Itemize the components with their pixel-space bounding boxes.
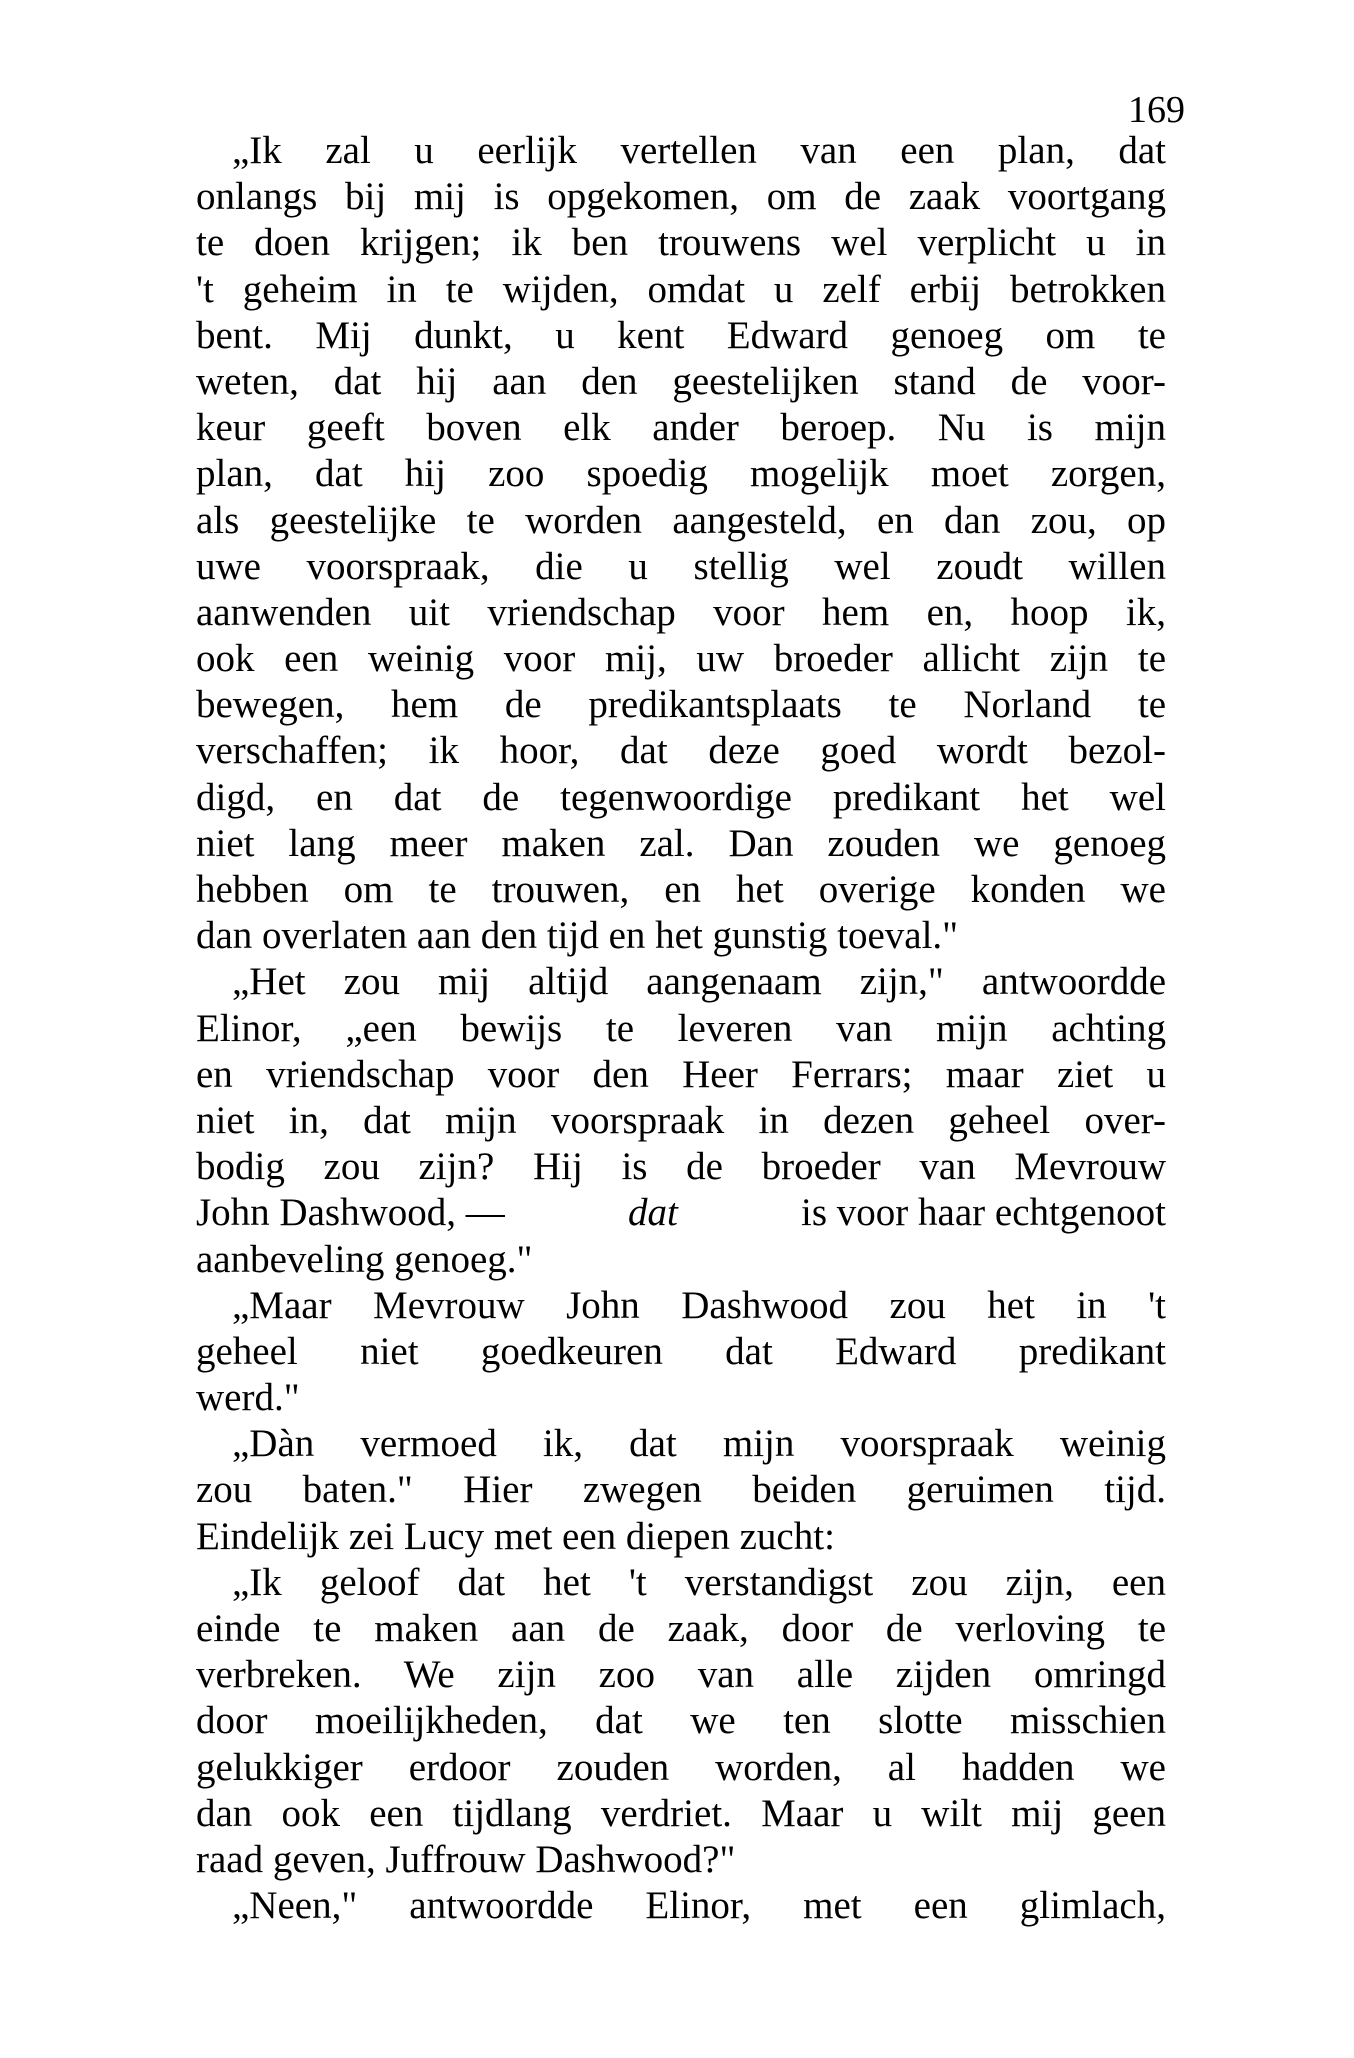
text-line: raad geven, Juffrouw Dashwood?" (196, 1837, 736, 1881)
page-number: 169 (1128, 89, 1185, 131)
text-line: te doen krijgen; ik ben trouwens wel verplicht u in (196, 221, 1166, 265)
text-line: Elinor, „een bewijs te leveren van mijn achting (196, 1006, 1166, 1050)
text-line: zou baten." Hier zwegen beiden geruimen tijd. (196, 1468, 1166, 1512)
text-line: weten, dat hij aan den geestelijken stand de voor- (196, 359, 1166, 403)
text-line: „Ik zal u eerlijk vertellen van een plan, dat (232, 129, 1166, 172)
text-line: aanwenden uit vriendschap voor hem en, hoop ik, (196, 590, 1166, 634)
text-line: dan overlaten aan den tijd en het gunstig toeval." (196, 914, 959, 958)
text-line: ook een weinig voor mij, uw broeder allicht zijn te (196, 637, 1166, 681)
text-segment: is voor haar echtgenoot (801, 1191, 1166, 1235)
body-text (196, 128, 1166, 1929)
text-line: verbreken. We zijn zoo van alle zijden omringd (196, 1653, 1166, 1697)
text-line: hebben om te trouwen, en het overige konden we (196, 868, 1166, 911)
text-line: gelukkiger erdoor zouden worden, al hadden we (196, 1745, 1166, 1789)
text-line: „Maar Mevrouw John Dashwood zou het in 't (232, 1283, 1166, 1327)
text-line: „Dàn vermoed ik, dat mijn voorspraak weinig (232, 1422, 1166, 1466)
text-line: door moeilijkheden, dat we ten slotte misschien (196, 1699, 1166, 1743)
text-segment: John Dashwood, — (196, 1191, 505, 1235)
text-line: en vriendschap voor den Heer Ferrars; maar ziet u (196, 1052, 1166, 1096)
italic-word: dat (627, 1191, 678, 1235)
text-line: aanbeveling genoeg." (196, 1237, 533, 1281)
text-line: geheel niet goedkeuren dat Edward predikant (196, 1329, 1166, 1373)
text-line: bent. Mij dunkt, u kent Edward genoeg om te (196, 313, 1166, 357)
text-line: werd." (196, 1376, 300, 1420)
text-line: plan, dat hij zoo spoedig mogelijk moet zorgen, (196, 452, 1166, 496)
text-line: digd, en dat de tegenwoordige predikant het wel (196, 775, 1166, 819)
text-line (196, 1190, 1166, 1236)
text-line: 't geheim in te wijden, omdat u zelf erbij betrokken (196, 267, 1166, 311)
text-line: „Ik geloof dat het 't verstandigst zou zijn, een (232, 1560, 1166, 1604)
text-line: bodig zou zijn? Hij is de broeder van Mevrouw (196, 1145, 1166, 1189)
text-line: verschaffen; ik hoor, dat deze goed wordt bezol- (196, 729, 1166, 773)
text-line: als geestelijke te worden aangesteld, en dan zou, op (196, 498, 1166, 542)
text-line: onlangs bij mij is opgekomen, om de zaak voortgang (196, 175, 1166, 219)
text-line: „Het zou mij altijd aangenaam zijn," antwoordde (232, 960, 1166, 1004)
text-line: dan ook een tijdlang verdriet. Maar u wilt mij geen (196, 1791, 1166, 1835)
text-line: niet lang meer maken zal. Dan zouden we genoeg (196, 821, 1166, 865)
text-line: keur geeft boven elk ander beroep. Nu is mijn (196, 406, 1166, 450)
text-line: Eindelijk zei Lucy met een diepen zucht: (196, 1514, 835, 1558)
text-line: niet in, dat mijn voorspraak in dezen geheel over- (196, 1098, 1166, 1142)
text-line: einde te maken aan de zaak, door de verloving te (196, 1607, 1166, 1650)
text-line: bewegen, hem de predikantsplaats te Norland te (196, 683, 1166, 727)
text-line: uwe voorspraak, die u stellig wel zoudt willen (196, 544, 1166, 588)
text-line: „Neen," antwoordde Elinor, met een glimlach, (232, 1884, 1166, 1928)
